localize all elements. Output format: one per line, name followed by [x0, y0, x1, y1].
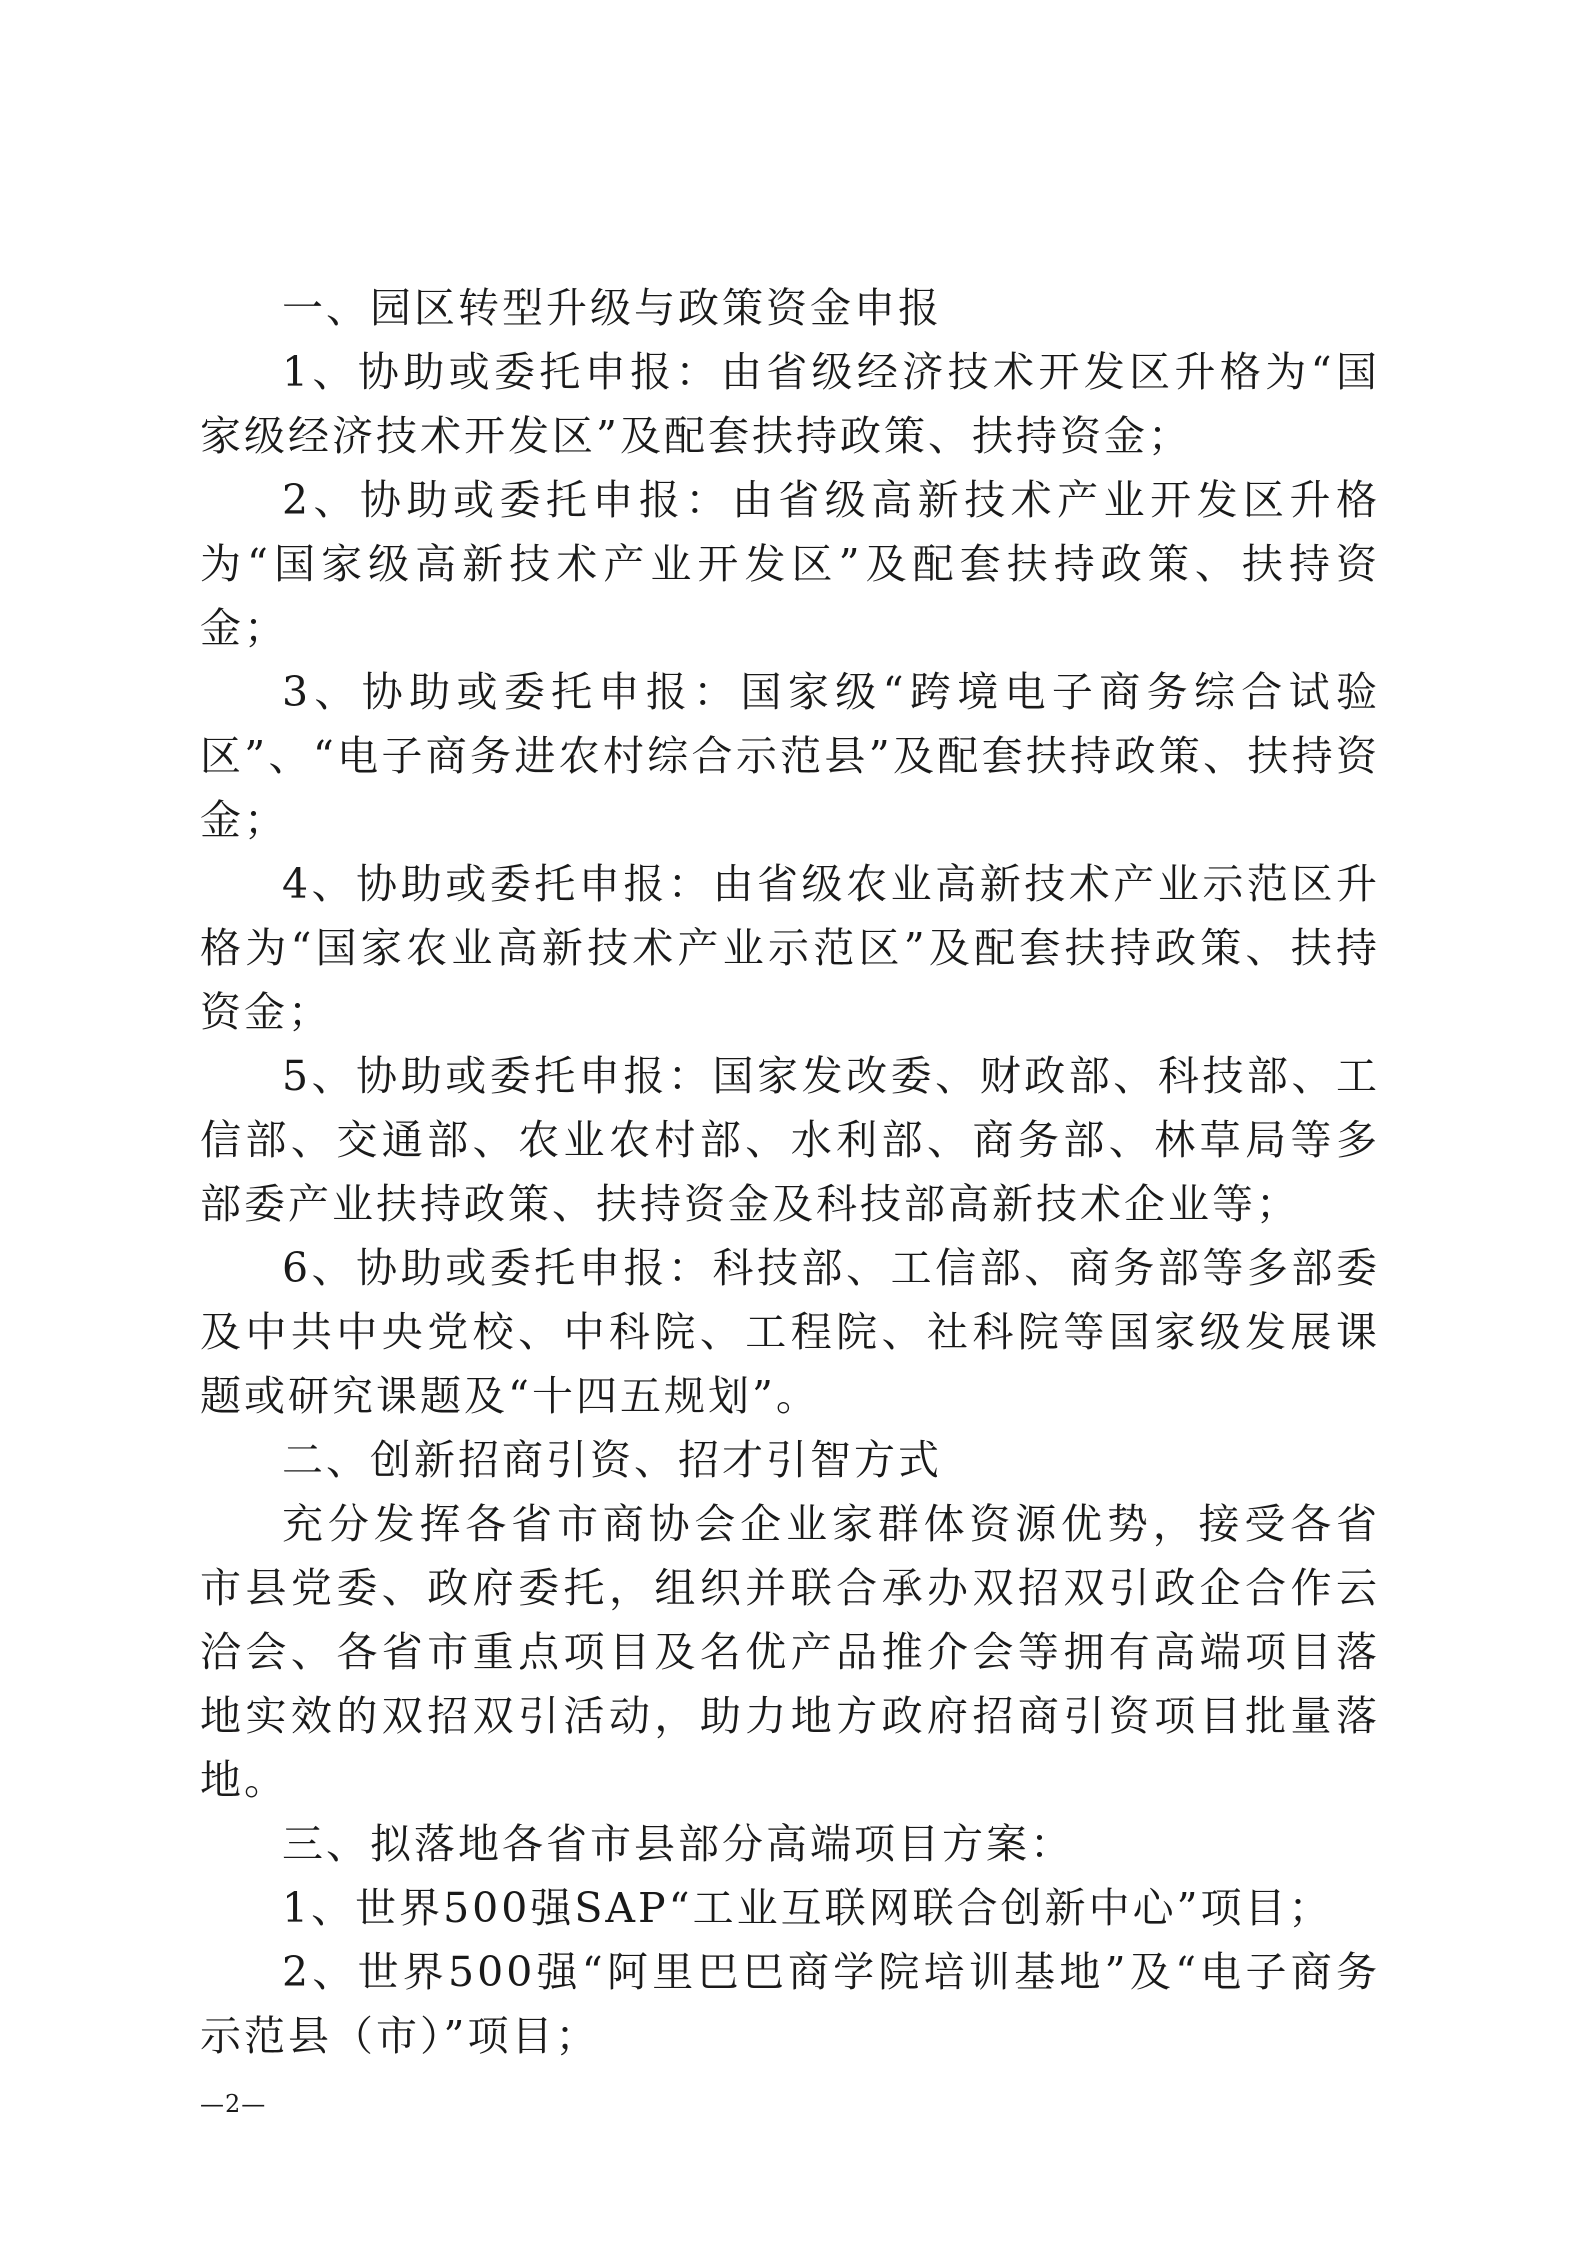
- section-heading-2: 二、创新招商引资、招才引智方式: [282, 1436, 942, 1484]
- section-heading-3: 三、拟落地各省市县部分高端项目方案：: [282, 1820, 1074, 1868]
- paragraph-item-6: 6、协助或委托申报：科技部、工信部、商务部等多部委及中共中央党校、中科院、工程院、社科院等国家级发展课题或研究课题及“十四五规划”。: [200, 1244, 1380, 1420]
- document-body: [200, 276, 1380, 2068]
- paragraph-item-1: 1、协助或委托申报：由省级经济技术开发区升格为“国家级经济技术开发区”及配套扶持政策、扶持资金；: [200, 348, 1380, 460]
- project-item-1: 1、世界500强SAP“工业互联网联合创新中心”项目；: [282, 1884, 1333, 1932]
- section-heading-1: 一、园区转型升级与政策资金申报: [282, 284, 942, 332]
- paragraph-item-4: 4、协助或委托申报：由省级农业高新技术产业示范区升格为“国家农业高新技术产业示范区”及配套扶持政策、扶持资金；: [200, 860, 1380, 1036]
- paragraph-body: 充分发挥各省市商协会企业家群体资源优势，接受各省市县党委、政府委托，组织并联合承办双招双引政企合作云洽会、各省市重点项目及名优产品推介会等拥有高端项目落地实效的双招双引活动，助力地方政府招商引资项目批量落地。: [200, 1500, 1380, 1804]
- paragraph-item-5: 5、协助或委托申报：国家发改委、财政部、科技部、工信部、交通部、农业农村部、水利部、商务部、林草局等多部委产业扶持政策、扶持资金及科技部高新技术企业等；: [200, 1052, 1380, 1228]
- project-item-2: 2、世界500强“阿里巴巴商学院培训基地”及“电子商务示范县（市）”项目；: [200, 1948, 1380, 2060]
- page-number: —2—: [200, 2090, 267, 2118]
- paragraph-item-3: 3、协助或委托申报：国家级“跨境电子商务综合试验区”、“电子商务进农村综合示范县”及配套扶持政策、扶持资金；: [200, 668, 1380, 844]
- paragraph-item-2: 2、协助或委托申报：由省级高新技术产业开发区升格为“国家级高新技术产业开发区”及配套扶持政策、扶持资金；: [200, 476, 1380, 652]
